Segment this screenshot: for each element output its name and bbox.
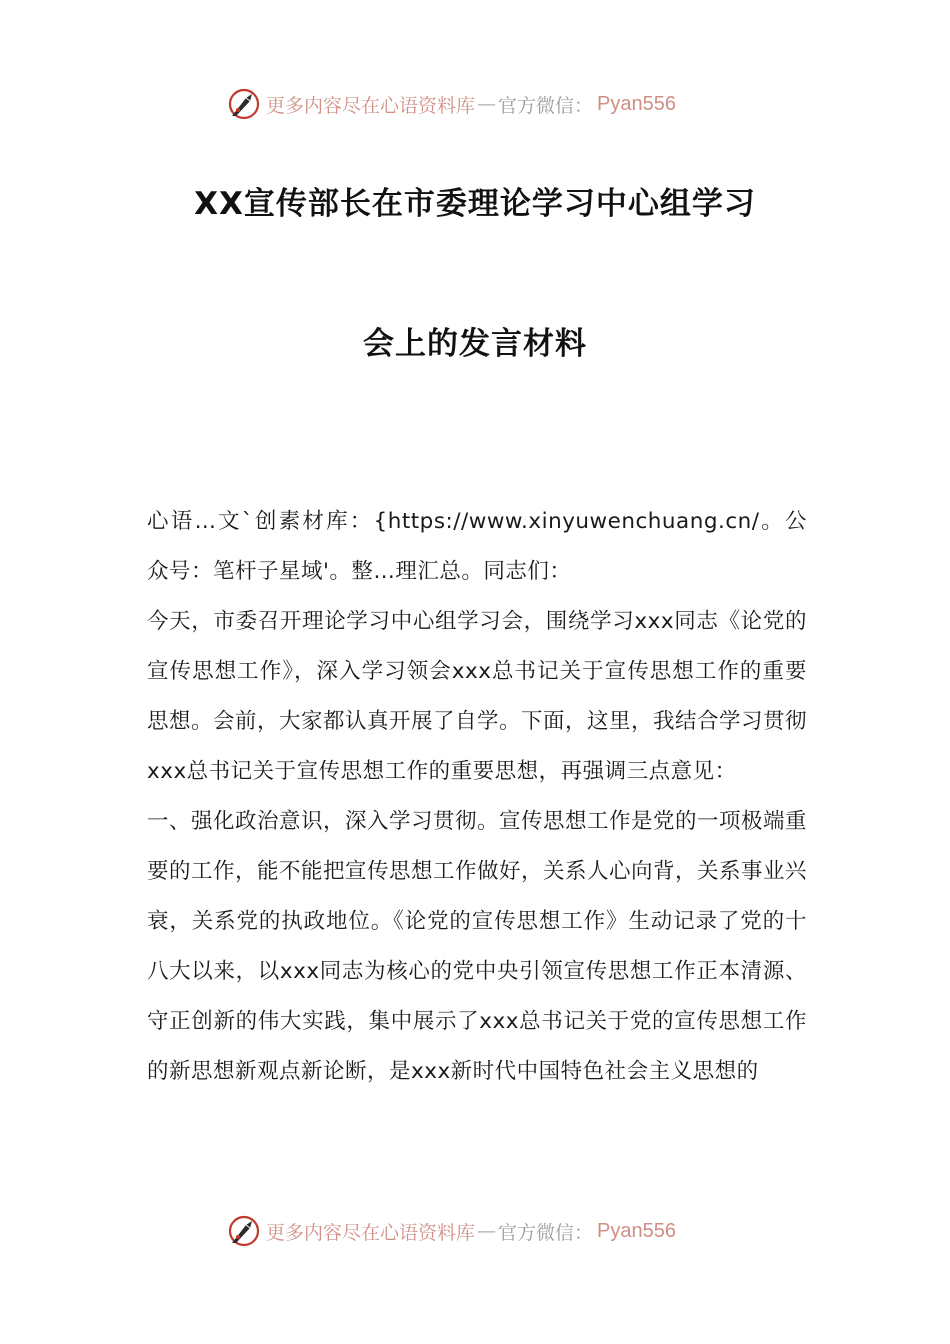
body-paragraph: 今天，市委召开理论学习中心组学习会，围绕学习xxx同志《论党的宣传思想工作》，深入学习领会xxx总书记关于宣传思想工作的重要思想。会前，大家都认真开展了自学。下面，这里，我结合学习贯彻xxx总书记关于宣传思想工作的重要思想，再强调三点意见： (147, 609, 808, 784)
header-banner (226, 84, 676, 124)
document-title-line-2: 会上的发言材料 (363, 326, 587, 362)
banner-site-text: 更多内容尽在心语资料库 (266, 1221, 476, 1244)
banner-dash: — (477, 93, 497, 115)
pen-nib-logo-icon (226, 1213, 262, 1249)
banner-wechat-id: Pyan556 (597, 92, 676, 115)
footer-banner (226, 1211, 676, 1251)
banner-dash: — (477, 1220, 497, 1242)
body-paragraph: 一、强化政治意识，深入学习贯彻。宣传思想工作是党的一项极端重要的工作，能不能把宣传思想工作做好，关系人心向背，关系事业兴衰，关系党的执政地位。《论党的宣传思想工作》生动记录了党的十八大以来，以xxx同志为核心的党中央引领宣传思想工作正本清源、守正创新的伟大实践，集中展示了xxx总书记关于党的宣传思想工作的新思想新观点新论断，是xxx新时代中国特色社会主义思想的 (147, 809, 808, 1084)
body-paragraph: 心语…文`创素材库：{https://www.xinyuwenchuang.cn/。公众号：笔杆子星域'。整…理汇总。同志们： (147, 509, 807, 584)
banner-site-text: 更多内容尽在心语资料库 (266, 94, 476, 117)
banner-wechat-id: Pyan556 (597, 1219, 676, 1242)
document-body (147, 497, 807, 1097)
pen-nib-logo-icon (226, 86, 262, 122)
document-title-line-1: XX宣传部长在市委理论学习中心组学习 (194, 186, 756, 222)
banner-wechat-label: 官方微信： (498, 1221, 594, 1244)
banner-wechat-label: 官方微信： (498, 94, 594, 117)
